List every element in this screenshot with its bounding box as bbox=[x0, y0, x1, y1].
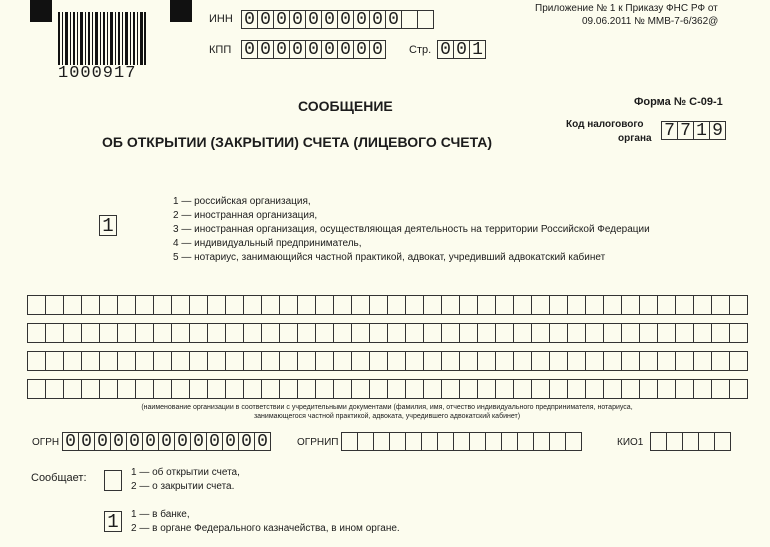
kpp-cell[interactable]: 0 bbox=[337, 40, 354, 59]
page-cell[interactable]: 1 bbox=[469, 40, 486, 59]
name-grid-cell[interactable] bbox=[153, 379, 172, 399]
name-grid-cell[interactable] bbox=[531, 351, 550, 371]
name-grid-cell[interactable] bbox=[459, 295, 478, 315]
ogrnip-cell[interactable] bbox=[421, 432, 438, 451]
name-grid-cell[interactable] bbox=[45, 379, 64, 399]
name-grid-cell[interactable] bbox=[441, 295, 460, 315]
name-grid-cell[interactable] bbox=[675, 379, 694, 399]
tax-code-cell[interactable]: 7 bbox=[661, 121, 678, 140]
name-grid-cell[interactable] bbox=[693, 351, 712, 371]
name-grid-cell[interactable] bbox=[567, 379, 586, 399]
page-label: Стр. bbox=[409, 44, 432, 56]
form-number: Форма № С-09-1 bbox=[634, 96, 723, 108]
name-grid-cell[interactable] bbox=[495, 295, 514, 315]
name-grid-cell[interactable] bbox=[387, 295, 406, 315]
name-grid-cell[interactable] bbox=[639, 295, 658, 315]
name-grid-cell[interactable] bbox=[387, 379, 406, 399]
name-grid-cell[interactable] bbox=[441, 323, 460, 343]
name-grid-cell[interactable] bbox=[675, 351, 694, 371]
name-grid-cell[interactable] bbox=[639, 379, 658, 399]
name-grid-cell[interactable] bbox=[315, 323, 334, 343]
name-grid-cell[interactable] bbox=[567, 295, 586, 315]
ogrn-cell[interactable]: 0 bbox=[190, 432, 207, 451]
kio-label: КИО1 bbox=[617, 437, 644, 448]
name-grid-cell[interactable] bbox=[279, 295, 298, 315]
org-type-option: 5 — нотариус, занимающийся частной практикой, адвокат, учредивший адвокатский кабинет bbox=[173, 252, 606, 263]
name-grid-cell[interactable] bbox=[369, 379, 388, 399]
ogrn-cell[interactable]: 0 bbox=[158, 432, 175, 451]
kio-cell[interactable] bbox=[650, 432, 667, 451]
name-grid-cell[interactable] bbox=[261, 379, 280, 399]
ogrnip-cell[interactable] bbox=[453, 432, 470, 451]
name-grid-cell[interactable] bbox=[99, 323, 118, 343]
ogrnip-cell[interactable] bbox=[517, 432, 534, 451]
name-grid-cell[interactable] bbox=[423, 295, 442, 315]
name-grid-cell[interactable] bbox=[225, 351, 244, 371]
name-grid-cell[interactable] bbox=[99, 351, 118, 371]
tax-code-cell[interactable]: 9 bbox=[709, 121, 726, 140]
ogrnip-cell[interactable] bbox=[341, 432, 358, 451]
name-grid-cell[interactable] bbox=[567, 323, 586, 343]
name-grid-cell[interactable] bbox=[675, 323, 694, 343]
kio-field[interactable] bbox=[650, 432, 730, 451]
name-grid-cell[interactable] bbox=[693, 379, 712, 399]
org-type-option: 2 — иностранная организация, bbox=[173, 210, 318, 221]
name-grid-cell[interactable] bbox=[243, 323, 262, 343]
name-grid-cell[interactable] bbox=[171, 379, 190, 399]
ogrn-cell[interactable]: 0 bbox=[110, 432, 127, 451]
name-grid-cell[interactable] bbox=[603, 379, 622, 399]
name-grid-cell[interactable] bbox=[459, 379, 478, 399]
name-grid-cell[interactable] bbox=[63, 379, 82, 399]
ogrnip-cell[interactable] bbox=[405, 432, 422, 451]
kpp-cell[interactable]: 0 bbox=[305, 40, 322, 59]
name-grid-cell[interactable] bbox=[531, 295, 550, 315]
name-grid-cell[interactable] bbox=[225, 295, 244, 315]
name-grid-cell[interactable] bbox=[171, 295, 190, 315]
name-grid-cell[interactable] bbox=[135, 379, 154, 399]
name-grid-cell[interactable] bbox=[279, 351, 298, 371]
name-grid-cell[interactable] bbox=[45, 295, 64, 315]
name-grid-cell[interactable] bbox=[729, 323, 748, 343]
name-grid-cell[interactable] bbox=[585, 351, 604, 371]
name-grid-cell[interactable] bbox=[477, 379, 496, 399]
name-grid-cell[interactable] bbox=[99, 379, 118, 399]
name-grid-cell[interactable] bbox=[315, 295, 334, 315]
name-grid-cell[interactable] bbox=[585, 379, 604, 399]
name-grid-cell[interactable] bbox=[333, 295, 352, 315]
name-grid-cell[interactable] bbox=[459, 351, 478, 371]
name-grid-cell[interactable] bbox=[459, 323, 478, 343]
name-grid-cell[interactable] bbox=[333, 379, 352, 399]
name-grid-cell[interactable] bbox=[171, 323, 190, 343]
name-grid-cell[interactable] bbox=[729, 351, 748, 371]
kpp-cell[interactable]: 0 bbox=[289, 40, 306, 59]
name-grid-cell[interactable] bbox=[279, 323, 298, 343]
org-type-option: 4 — индивидуальный предприниматель, bbox=[173, 238, 362, 249]
ogrnip-cell[interactable] bbox=[501, 432, 518, 451]
name-grid-cell[interactable] bbox=[639, 323, 658, 343]
inn-cell[interactable]: 0 bbox=[257, 10, 274, 29]
appendix-line-1: Приложение № 1 к Приказу ФНС РФ от bbox=[535, 3, 718, 14]
tax-code-cell[interactable]: 1 bbox=[693, 121, 710, 140]
name-row-3[interactable] bbox=[27, 351, 747, 371]
ogrnip-cell[interactable] bbox=[373, 432, 390, 451]
name-grid-cell[interactable] bbox=[531, 379, 550, 399]
name-grid-cell[interactable] bbox=[81, 379, 100, 399]
name-grid-cell[interactable] bbox=[27, 379, 46, 399]
name-grid-cell[interactable] bbox=[477, 351, 496, 371]
ogrn-cell[interactable]: 0 bbox=[142, 432, 159, 451]
name-grid-cell[interactable] bbox=[657, 323, 676, 343]
inn-cell[interactable]: 0 bbox=[337, 10, 354, 29]
name-grid-cell[interactable] bbox=[189, 379, 208, 399]
name-grid-cell[interactable] bbox=[333, 323, 352, 343]
name-grid-cell[interactable] bbox=[621, 379, 640, 399]
name-grid-cell[interactable] bbox=[315, 379, 334, 399]
kpp-cell[interactable]: 0 bbox=[257, 40, 274, 59]
barcode-number: 1000917 bbox=[58, 64, 137, 83]
inn-cell[interactable]: 0 bbox=[369, 10, 386, 29]
ogrn-cell[interactable]: 0 bbox=[94, 432, 111, 451]
ogrnip-cell[interactable] bbox=[389, 432, 406, 451]
inn-label: ИНН bbox=[209, 13, 233, 25]
name-grid-cell[interactable] bbox=[99, 295, 118, 315]
ogrn-label: ОГРН bbox=[32, 437, 60, 448]
page-cell[interactable]: 0 bbox=[437, 40, 454, 59]
name-grid-cell[interactable] bbox=[477, 323, 496, 343]
name-grid-cell[interactable] bbox=[81, 295, 100, 315]
name-grid-cell[interactable] bbox=[621, 351, 640, 371]
name-grid-cell[interactable] bbox=[441, 351, 460, 371]
name-grid-cell[interactable] bbox=[117, 323, 136, 343]
ogrnip-cell[interactable] bbox=[437, 432, 454, 451]
name-grid-cell[interactable] bbox=[621, 295, 640, 315]
kpp-cell[interactable]: 0 bbox=[321, 40, 338, 59]
org-type-field[interactable] bbox=[99, 215, 116, 236]
name-grid-cell[interactable] bbox=[495, 323, 514, 343]
name-grid-cell[interactable] bbox=[549, 295, 568, 315]
name-grid-cell[interactable] bbox=[657, 351, 676, 371]
name-row-1[interactable] bbox=[27, 295, 747, 315]
name-grid-cell[interactable] bbox=[117, 351, 136, 371]
tax-authority-label-1: Код налогового bbox=[566, 119, 644, 130]
name-grid-cell[interactable] bbox=[135, 351, 154, 371]
kpp-cell[interactable]: 0 bbox=[369, 40, 386, 59]
name-row-2[interactable] bbox=[27, 323, 747, 343]
name-grid-cell[interactable] bbox=[153, 295, 172, 315]
ogrnip-cell[interactable] bbox=[357, 432, 374, 451]
name-grid-cell[interactable] bbox=[261, 351, 280, 371]
name-grid-cell[interactable] bbox=[477, 295, 496, 315]
tax-authority-code-field[interactable] bbox=[661, 121, 725, 140]
name-grid-cell[interactable] bbox=[531, 323, 550, 343]
kpp-cell[interactable]: 0 bbox=[353, 40, 370, 59]
name-row-4[interactable] bbox=[27, 379, 747, 399]
name-grid-cell[interactable] bbox=[189, 351, 208, 371]
name-grid-cell[interactable] bbox=[495, 351, 514, 371]
name-grid-cell[interactable] bbox=[711, 323, 730, 343]
name-grid-cell[interactable] bbox=[297, 323, 316, 343]
kio-cell[interactable] bbox=[666, 432, 683, 451]
ogrnip-cell[interactable] bbox=[533, 432, 550, 451]
page-cell[interactable]: 0 bbox=[453, 40, 470, 59]
page-field[interactable] bbox=[437, 40, 485, 59]
name-grid-cell[interactable] bbox=[189, 323, 208, 343]
ogrnip-cell[interactable] bbox=[485, 432, 502, 451]
account-place-cell[interactable]: 1 bbox=[104, 511, 122, 532]
name-grid-cell[interactable] bbox=[549, 379, 568, 399]
name-grid-cell[interactable] bbox=[297, 295, 316, 315]
ogrn-cell[interactable]: 0 bbox=[222, 432, 239, 451]
kio-cell[interactable] bbox=[698, 432, 715, 451]
name-grid-cell[interactable] bbox=[693, 295, 712, 315]
name-grid-cell[interactable] bbox=[63, 351, 82, 371]
ogrn-cell[interactable]: 0 bbox=[174, 432, 191, 451]
ogrn-cell[interactable]: 0 bbox=[78, 432, 95, 451]
name-grid-cell[interactable] bbox=[549, 323, 568, 343]
barcode-image bbox=[58, 12, 146, 65]
ogrnip-cell[interactable] bbox=[565, 432, 582, 451]
kpp-field[interactable] bbox=[241, 40, 385, 59]
name-grid-cell[interactable] bbox=[135, 323, 154, 343]
name-grid-cell[interactable] bbox=[225, 379, 244, 399]
name-grid-cell[interactable] bbox=[387, 351, 406, 371]
ogrn-field[interactable] bbox=[62, 432, 270, 451]
name-grid-cell[interactable] bbox=[441, 379, 460, 399]
name-grid-cell[interactable] bbox=[405, 295, 424, 315]
corner-marker-left bbox=[30, 0, 52, 22]
name-grid-cell[interactable] bbox=[513, 351, 532, 371]
name-grid-cell[interactable] bbox=[423, 379, 442, 399]
name-grid-cell[interactable] bbox=[369, 295, 388, 315]
name-grid-cell[interactable] bbox=[243, 351, 262, 371]
name-grid-cell[interactable] bbox=[423, 351, 442, 371]
name-grid-cell[interactable] bbox=[243, 295, 262, 315]
reports-type-cell[interactable] bbox=[104, 470, 122, 491]
name-grid-cell[interactable] bbox=[153, 351, 172, 371]
ogrnip-field[interactable] bbox=[341, 432, 581, 451]
name-grid-cell[interactable] bbox=[243, 379, 262, 399]
kpp-cell[interactable]: 0 bbox=[241, 40, 258, 59]
name-grid-cell[interactable] bbox=[585, 323, 604, 343]
name-grid-cell[interactable] bbox=[81, 323, 100, 343]
name-grid-cell[interactable] bbox=[279, 379, 298, 399]
org-type-option: 1 — российская организация, bbox=[173, 196, 311, 207]
inn-cell[interactable]: 0 bbox=[241, 10, 258, 29]
name-grid-cell[interactable] bbox=[603, 351, 622, 371]
name-grid-cell[interactable] bbox=[621, 323, 640, 343]
inn-cell[interactable]: 0 bbox=[273, 10, 290, 29]
name-grid-cell[interactable] bbox=[297, 379, 316, 399]
name-grid-cell[interactable] bbox=[261, 295, 280, 315]
reports-label: Сообщает: bbox=[31, 472, 87, 484]
name-grid-cell[interactable] bbox=[495, 379, 514, 399]
inn-cell[interactable]: 0 bbox=[305, 10, 322, 29]
name-grid-cell[interactable] bbox=[585, 295, 604, 315]
org-type-cell[interactable]: 1 bbox=[99, 215, 117, 236]
ogrn-cell[interactable]: 0 bbox=[206, 432, 223, 451]
name-grid-cell[interactable] bbox=[333, 351, 352, 371]
appendix-line-2: 09.06.2011 № ММВ-7-6/362@ bbox=[582, 16, 719, 27]
kpp-label: КПП bbox=[209, 44, 232, 56]
name-grid-cell[interactable] bbox=[189, 295, 208, 315]
name-grid-cell[interactable] bbox=[513, 295, 532, 315]
inn-cell[interactable]: 0 bbox=[353, 10, 370, 29]
name-grid-cell[interactable] bbox=[171, 351, 190, 371]
name-grid-cell[interactable] bbox=[315, 351, 334, 371]
name-grid-cell[interactable] bbox=[45, 351, 64, 371]
name-grid-cell[interactable] bbox=[657, 295, 676, 315]
ogrnip-cell[interactable] bbox=[549, 432, 566, 451]
name-grid-cell[interactable] bbox=[261, 323, 280, 343]
name-note-line-1: (наименование организации в соответствии с учредительными документами (фамилия, имя, отчество индивидуального предпринимателя, нотариуса, bbox=[141, 404, 633, 411]
name-grid-cell[interactable] bbox=[729, 295, 748, 315]
name-grid-cell[interactable] bbox=[639, 351, 658, 371]
name-grid-cell[interactable] bbox=[513, 323, 532, 343]
ogrnip-label: ОГРНИП bbox=[297, 437, 339, 448]
name-grid-cell[interactable] bbox=[27, 295, 46, 315]
org-type-option: 3 — иностранная организация, осуществляющая деятельность на территории Российской Федерации bbox=[173, 224, 650, 235]
corner-marker-right bbox=[170, 0, 192, 22]
form-subtitle: ОБ ОТКРЫТИИ (ЗАКРЫТИИ) СЧЕТА (ЛИЦЕВОГО СЧЕТА) bbox=[102, 134, 493, 150]
account-place-option: 2 — в органе Федерального казначейства, в ином органе. bbox=[131, 523, 400, 534]
name-grid-cell[interactable] bbox=[153, 323, 172, 343]
kpp-cell[interactable]: 0 bbox=[273, 40, 290, 59]
name-grid-cell[interactable] bbox=[711, 351, 730, 371]
inn-cell[interactable]: 0 bbox=[385, 10, 402, 29]
name-grid-cell[interactable] bbox=[729, 379, 748, 399]
name-grid-cell[interactable] bbox=[711, 379, 730, 399]
inn-cell[interactable]: 0 bbox=[321, 10, 338, 29]
reports-option: 1 — об открытии счета, bbox=[131, 467, 240, 478]
name-grid-cell[interactable] bbox=[657, 379, 676, 399]
name-grid-cell[interactable] bbox=[693, 323, 712, 343]
inn-field[interactable] bbox=[241, 10, 433, 29]
name-grid-cell[interactable] bbox=[405, 351, 424, 371]
name-grid-cell[interactable] bbox=[549, 351, 568, 371]
name-grid-cell[interactable] bbox=[675, 295, 694, 315]
inn-cell[interactable]: 0 bbox=[289, 10, 306, 29]
org-type-options bbox=[173, 195, 650, 265]
tax-authority-label-2: органа bbox=[618, 133, 652, 144]
name-grid-cell[interactable] bbox=[27, 323, 46, 343]
name-grid-cell[interactable] bbox=[117, 379, 136, 399]
name-grid-cell[interactable] bbox=[387, 323, 406, 343]
form-title: СООБЩЕНИЕ bbox=[298, 98, 393, 114]
name-grid-cell[interactable] bbox=[225, 323, 244, 343]
name-grid-cell[interactable] bbox=[351, 379, 370, 399]
name-grid-cell[interactable] bbox=[135, 295, 154, 315]
name-grid-cell[interactable] bbox=[567, 351, 586, 371]
name-grid-cell[interactable] bbox=[351, 351, 370, 371]
name-grid-cell[interactable] bbox=[603, 295, 622, 315]
name-grid-cell[interactable] bbox=[513, 379, 532, 399]
name-grid-cell[interactable] bbox=[351, 323, 370, 343]
name-grid-cell[interactable] bbox=[369, 323, 388, 343]
name-grid-cell[interactable] bbox=[369, 351, 388, 371]
reports-options bbox=[131, 466, 240, 494]
tax-code-cell[interactable]: 7 bbox=[677, 121, 694, 140]
reports-type-field[interactable] bbox=[104, 470, 121, 491]
reports-option: 2 — о закрытии счета. bbox=[131, 481, 235, 492]
name-grid-cell[interactable] bbox=[63, 323, 82, 343]
name-grid-cell[interactable] bbox=[27, 351, 46, 371]
name-grid-cell[interactable] bbox=[45, 323, 64, 343]
name-grid-cell[interactable] bbox=[603, 323, 622, 343]
name-grid-cell[interactable] bbox=[297, 351, 316, 371]
ogrn-cell[interactable]: 0 bbox=[62, 432, 79, 451]
name-grid-cell[interactable] bbox=[711, 295, 730, 315]
account-place-options bbox=[131, 508, 400, 536]
name-grid-cell[interactable] bbox=[423, 323, 442, 343]
kio-cell[interactable] bbox=[682, 432, 699, 451]
inn-cell[interactable] bbox=[417, 10, 434, 29]
name-grid-cell[interactable] bbox=[405, 323, 424, 343]
account-place-field[interactable] bbox=[104, 511, 121, 532]
name-grid-cell[interactable] bbox=[207, 379, 226, 399]
name-grid-cell[interactable] bbox=[117, 295, 136, 315]
name-grid-cell[interactable] bbox=[207, 295, 226, 315]
kio-cell[interactable] bbox=[714, 432, 731, 451]
inn-cell[interactable] bbox=[401, 10, 418, 29]
name-grid-cell[interactable] bbox=[351, 295, 370, 315]
ogrn-cell[interactable]: 0 bbox=[238, 432, 255, 451]
name-grid-cell[interactable] bbox=[63, 295, 82, 315]
ogrnip-cell[interactable] bbox=[469, 432, 486, 451]
account-place-option: 1 — в банке, bbox=[131, 509, 190, 520]
name-note-line-2: занимающегося частной практикой, адвоката, учредившего адвокатский кабинет) bbox=[253, 413, 521, 420]
name-grid-cell[interactable] bbox=[207, 323, 226, 343]
ogrn-cell[interactable]: 0 bbox=[126, 432, 143, 451]
name-grid-cell[interactable] bbox=[207, 351, 226, 371]
name-grid-cell[interactable] bbox=[81, 351, 100, 371]
ogrn-cell[interactable]: 0 bbox=[254, 432, 271, 451]
name-grid-cell[interactable] bbox=[405, 379, 424, 399]
